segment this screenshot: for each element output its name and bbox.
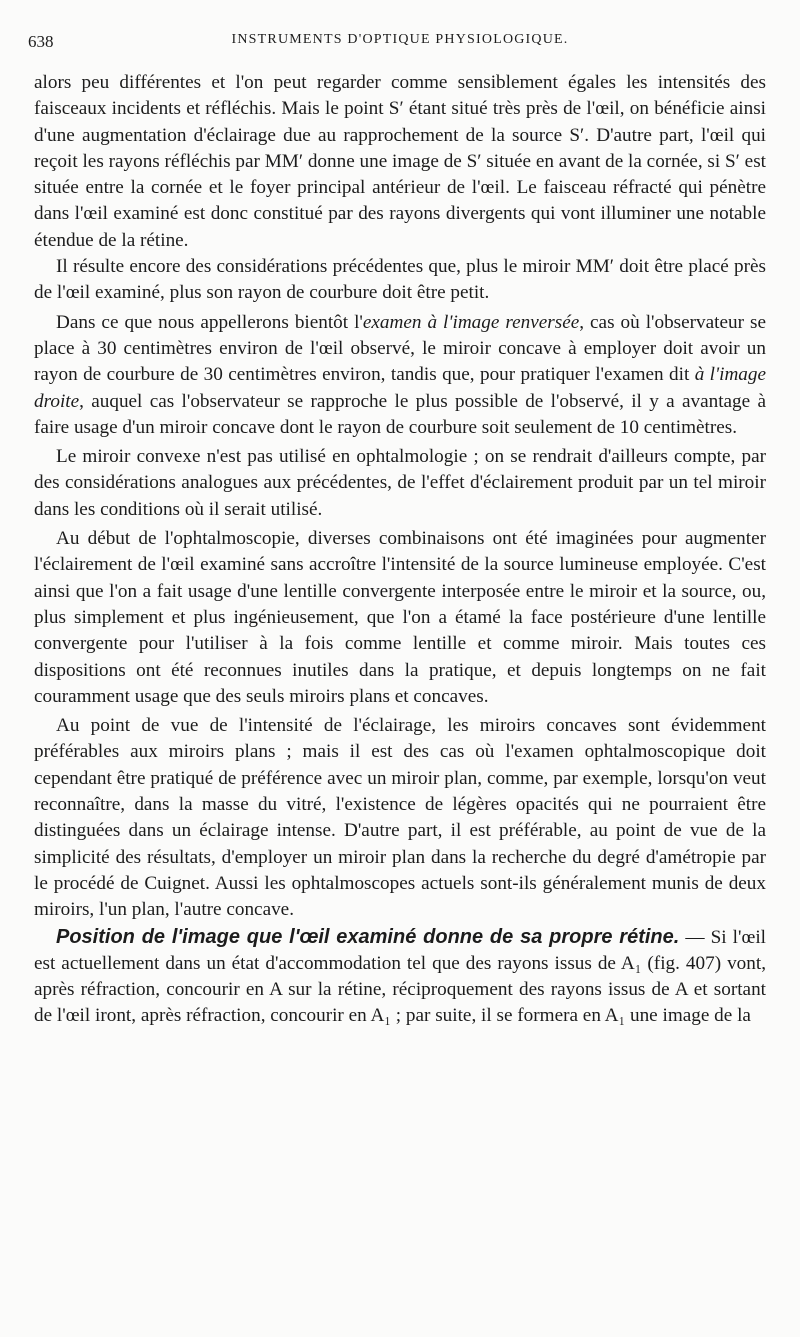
paragraph-5: Au début de l'ophtalmoscopie, diverses combinaisons ont été imaginées pour augmenter l'éclairement de l'œil examiné sans accroître l'intensité de la source lumineuse employée. C'est ainsi que l'on a fait usage d'une lentille convergente interposée entre le miroir et la source, ou, plus simplement et plus ingénieusement, que l'on a étamé la face postérieure d'une lentille convergente pour l'utiliser à la fois comme lentille et comme miroir. Mais toutes ces dispositions ont été reconnues inutiles dans la pratique, et depuis longtemps on ne fait couramment usage que des seuls miroirs plans et concaves. xyxy=(34,528,766,707)
page-number: 638 xyxy=(28,32,54,51)
paragraph-3-text-c: , auquel cas l'observateur se rapproche le plus possible de l'observé, il y a avantage à faire usage d'un miroir concave dont le rayon de courbure soit seulement de 10 centimètres. xyxy=(34,390,766,438)
running-head: INSTRUMENTS D'OPTIQUE PHYSIOLOGIQUE. xyxy=(231,32,569,47)
paragraph-3-text-b: , cas où l'observateur se place à 30 centimètres environ de l'œil observé, le miroir concave à employer doit avoir un rayon de courbure de 30 centimètres environ, tandis que, pour pratiquer l'examen dit xyxy=(34,311,766,386)
paragraph-6: Au point de vue de l'intensité de l'éclairage, les miroirs concaves sont évidemment préférables aux miroirs plans ; mais il est des cas où l'examen ophtalmoscopique doit cependant être pratiqué de préférence avec un miroir plan, comme, par exemple, lorsqu'on veut reconnaître, dans la masse du vitré, l'existence de légères opacités qui ne pourraient être distinguées dans un éclairage intense. D'autre part, il est préférable, au point de vue de la simplicité des résultats, d'employer un miroir plan dans la recherche du degré d'amétropie par le procédé de Cuignet. Aussi les ophtalmoscopes actuels sont-ils généralement munis de deux miroirs, l'un plan, l'autre concave. xyxy=(34,715,766,921)
paragraph-3-italic-1: examen à l'image renversée xyxy=(362,311,580,333)
paragraph-2: Il résulte encore des considérations précédentes que, plus le miroir MM′ doit être placé près de l'œil examiné, plus son rayon de courbure doit être petit. xyxy=(34,256,766,304)
paragraph-3-italic-2: à l'image droite xyxy=(34,364,766,412)
paragraph-7-text: — Si l'œil est actuellement dans un état d'accommodation tel que des rayons issus de A₁ (fig. 407) vont, après réfraction, concourir en A sur la rétine, réciproquement des rayons issus de A et sortant de l'œil iront, après réfraction, concourir en A₁ ; par suite, il se formera en A₁ une image de la xyxy=(34,926,766,1027)
paragraph-4: Le miroir convexe n'est pas utilisé en ophtalmologie ; on se rendrait d'ailleurs compte, par des considérations analogues aux précédentes, de l'effet d'éclairement produit par un tel miroir dans les conditions où il serait utilisé. xyxy=(34,446,766,520)
section-heading: Position de l'image que l'œil examiné donne de sa propre rétine. xyxy=(56,925,680,948)
page-body xyxy=(34,70,766,1030)
paragraph-3 xyxy=(34,310,766,441)
paragraph-1: alors peu différentes et l'on peut regarder comme sensiblement égales les intensités des faisceaux incidents et réfléchis. Mais le point S′ étant situé très près de l'œil, on bénéficie ainsi d'une augmentation d'éclairage due au rapprochement de la source S′. D'autre part, l'œil qui reçoit les rayons réfléchis par MM′ donne une image de S′ située en avant de la cornée, si S′ est située entre la cornée et le foyer principal antérieur de l'œil. Le faisceau réfracté qui pénètre dans l'œil examiné est donc constitué par des rayons divergents qui vont illuminer une notable étendue de la rétine. xyxy=(34,72,766,251)
page-header xyxy=(28,28,766,56)
paragraph-3-text-a: Dans ce que nous appellerons bientôt l' xyxy=(56,311,363,333)
paragraph-7 xyxy=(34,924,766,1030)
